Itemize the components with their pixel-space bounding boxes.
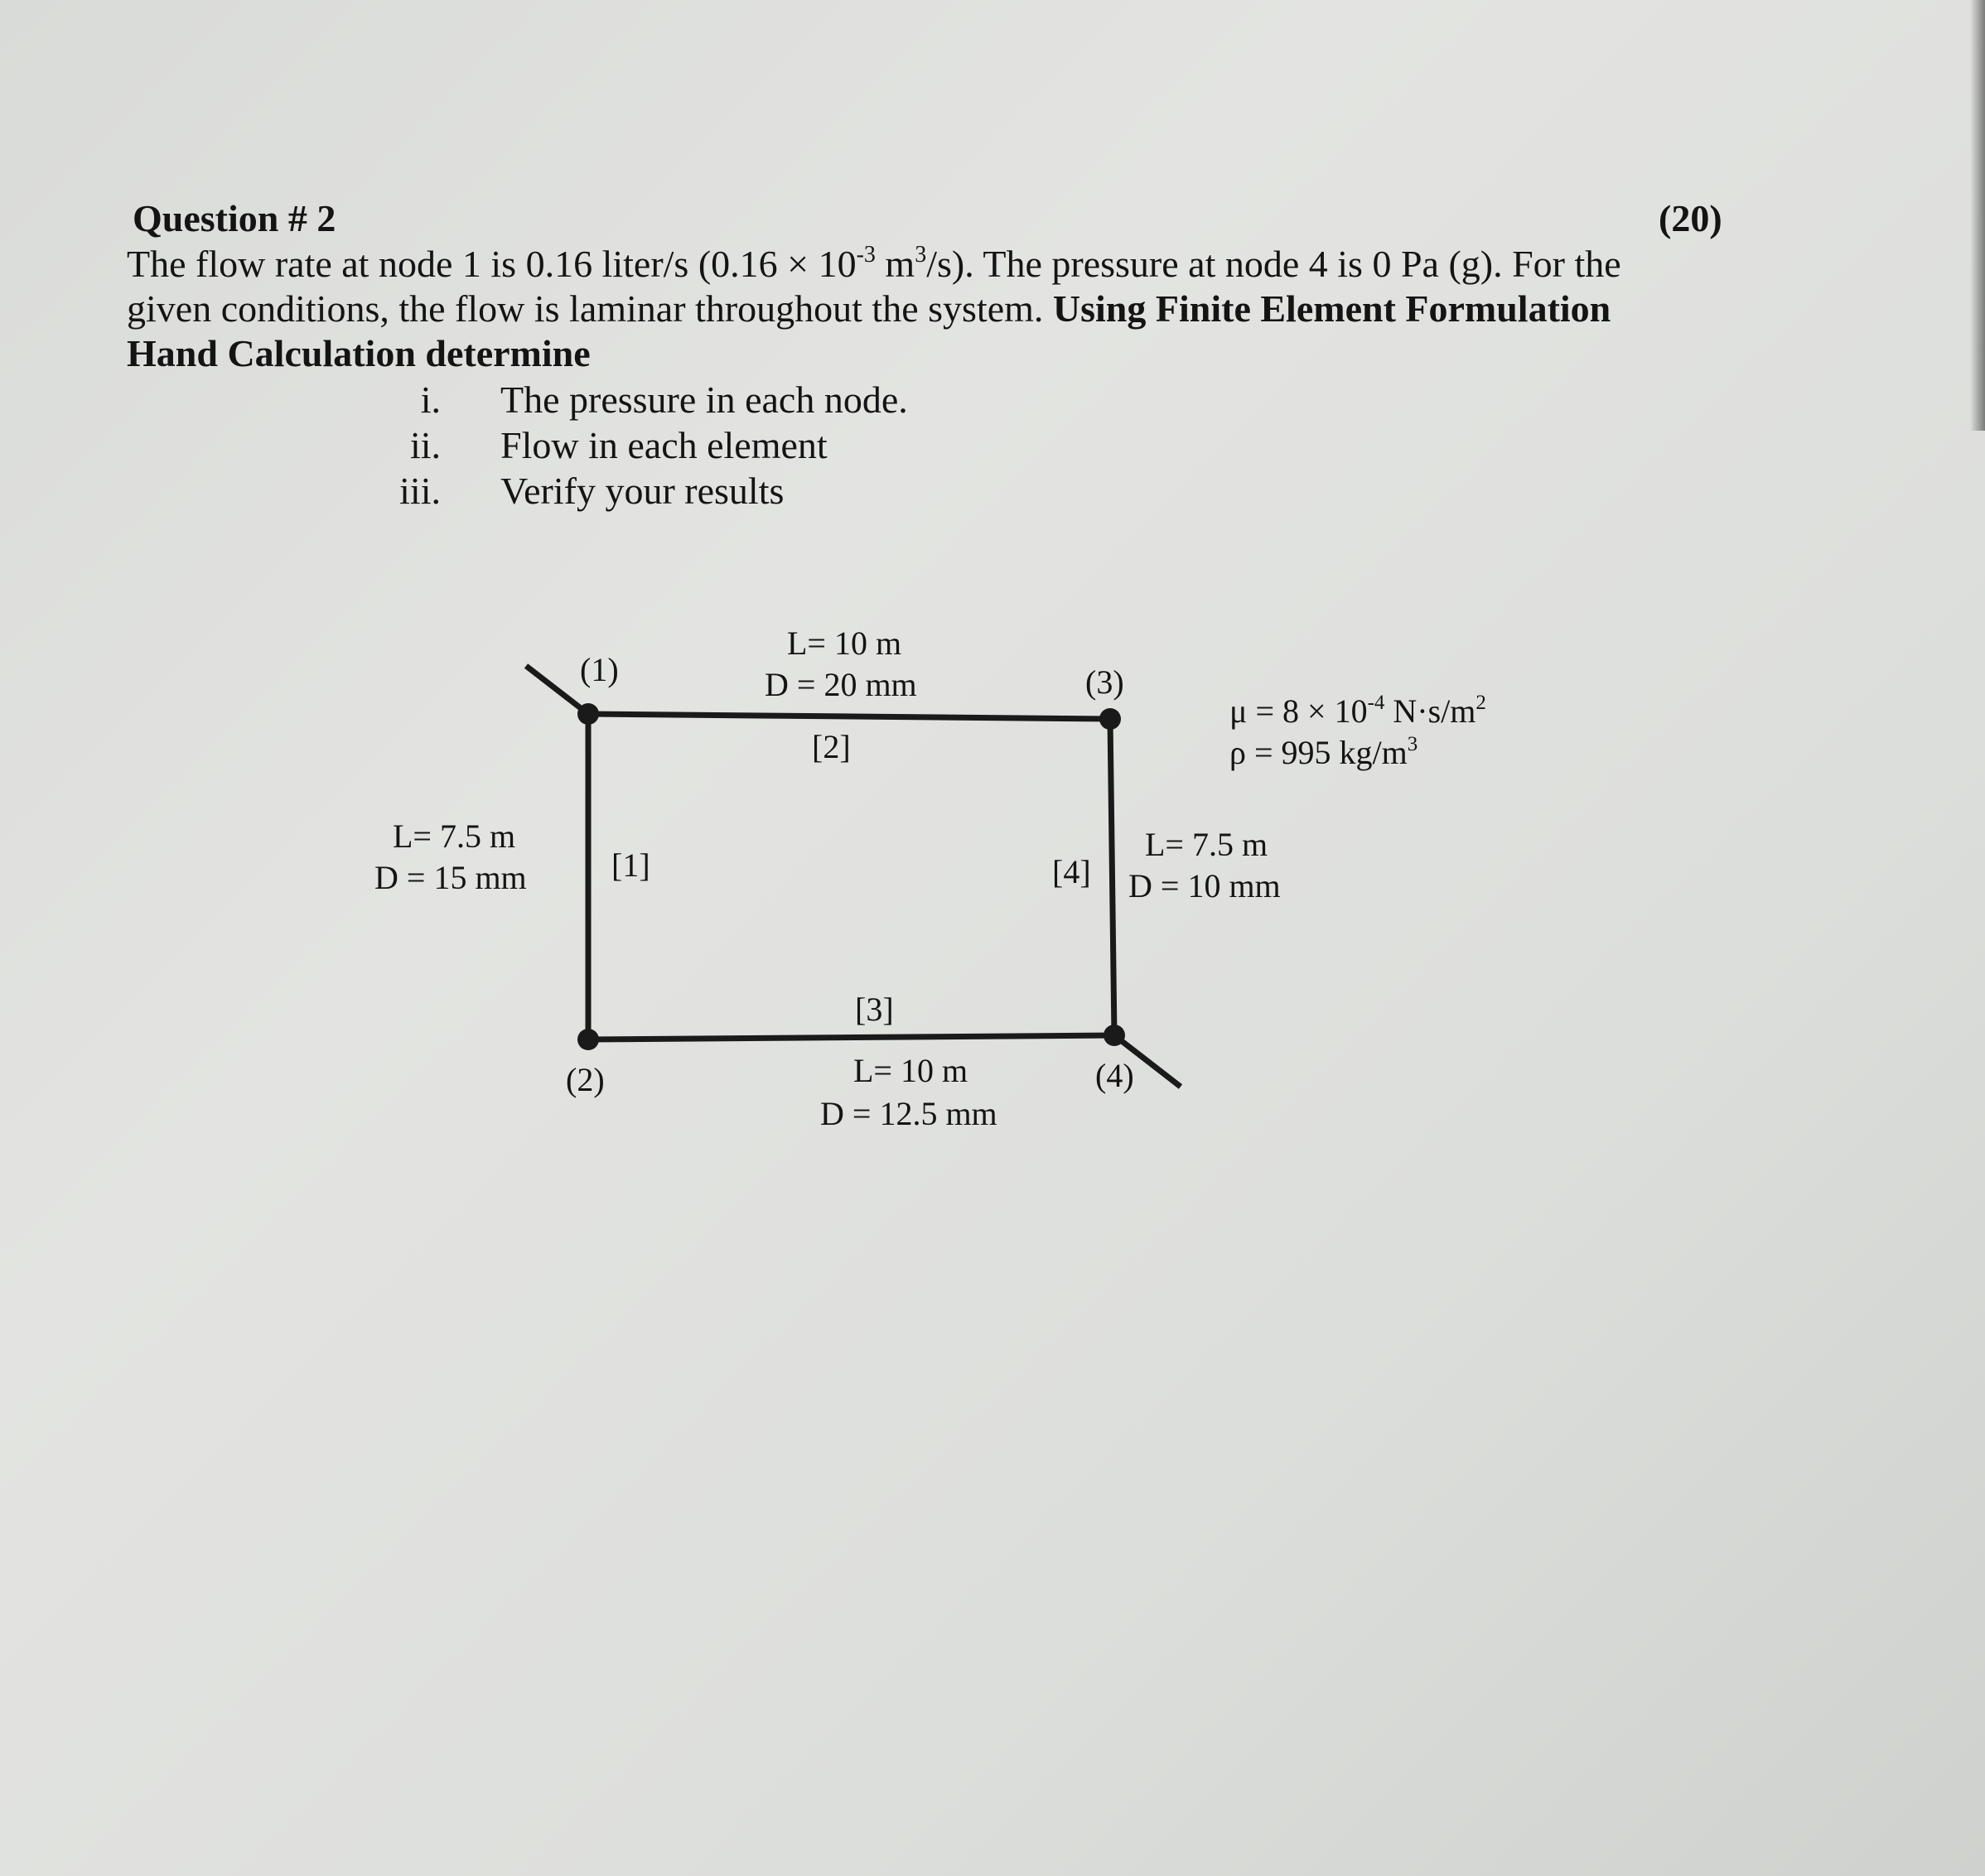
pipe2-diameter: D = 20 mm [765, 666, 917, 703]
pipe3-length: L= 10 m [853, 1052, 968, 1089]
task-number: ii. [409, 424, 441, 466]
node-dot-4 [1104, 1025, 1125, 1046]
node-label-4: (4) [1095, 1057, 1134, 1094]
pipe3-diameter: D = 12.5 mm [820, 1095, 997, 1132]
element-label-2: [2] [812, 728, 851, 765]
line1-exponent: -3 [856, 242, 876, 268]
element-label-3: [3] [855, 991, 894, 1028]
pipe-element-3 [588, 1035, 1114, 1039]
pipe1-diameter: D = 15 mm [374, 859, 527, 896]
node-dot-3 [1099, 708, 1121, 730]
line2-bold-text: Using Finite Element Formulation [1052, 287, 1611, 330]
viscosity-base: μ = 8 × 10 [1229, 692, 1368, 730]
viscosity-label [1229, 692, 1486, 730]
inlet-pipe-stub [526, 666, 588, 714]
density-label [1229, 733, 1418, 771]
pipe-element-2 [588, 714, 1110, 719]
node-label-1: (1) [580, 651, 619, 688]
task-text: The pressure in each node. [500, 379, 908, 421]
node-label-3: (3) [1085, 663, 1124, 701]
task-text: Flow in each element [500, 424, 828, 466]
task-text: Verify your results [500, 470, 785, 512]
task-number: iii. [399, 470, 441, 512]
pipe2-length: L= 10 m [787, 625, 902, 662]
element-label-4: [4] [1052, 853, 1091, 890]
line1-text-a: The flow rate at node 1 is 0.16 liter/s (0.16 × 10 [127, 243, 857, 285]
node-dot-2 [577, 1029, 599, 1050]
line2-text: given conditions, the flow is laminar throughout the system. [127, 287, 1053, 330]
node-dot-1 [577, 703, 599, 725]
task-number: i. [420, 379, 441, 421]
line3-bold-text: Hand Calculation determine [127, 332, 591, 374]
question-marks: (20) [1659, 197, 1722, 239]
density-base: ρ = 995 kg/m [1229, 734, 1408, 771]
pipe1-length: L= 7.5 m [393, 817, 516, 855]
element-label-1: [1] [611, 846, 650, 884]
pipe4-diameter: D = 10 mm [1128, 867, 1281, 904]
viscosity-exponent: -4 [1367, 692, 1385, 714]
question-title: Question # 2 [133, 197, 336, 239]
line1-text-c: /s). The pressure at node 4 is 0 Pa (g). For the [926, 243, 1621, 285]
pipe4-length: L= 7.5 m [1145, 826, 1268, 863]
density-exponent: 3 [1407, 733, 1418, 755]
pipe-element-4 [1110, 719, 1114, 1035]
viscosity-unit: N·s/m [1384, 692, 1476, 730]
line1-exponent-2: 3 [915, 242, 927, 268]
line1-text-b: m [875, 243, 915, 285]
viscosity-unit-exponent: 2 [1475, 692, 1486, 714]
node-label-2: (2) [566, 1061, 605, 1098]
